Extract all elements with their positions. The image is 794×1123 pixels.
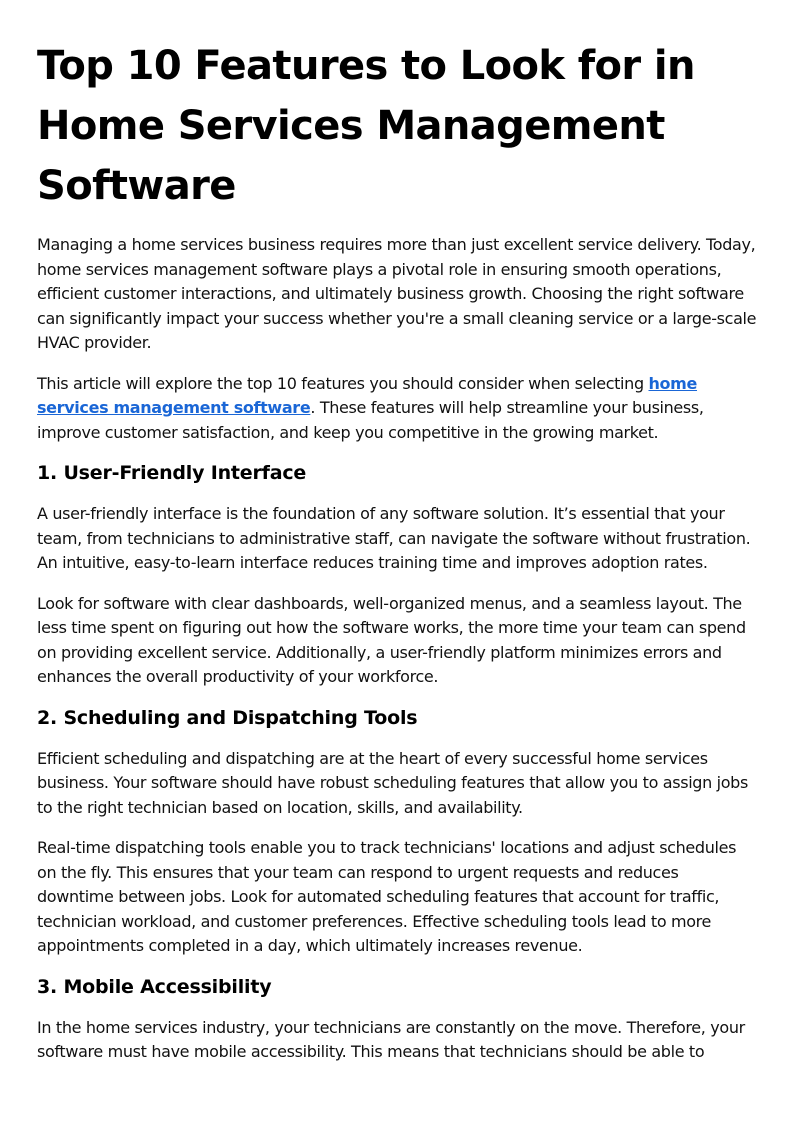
article	[37, 36, 759, 1081]
intro-paragraph-with-link	[37, 372, 759, 446]
section-heading-user-friendly: 1. User-Friendly Interface	[37, 462, 307, 484]
intro-text-after-link: . These features will help streamline your business, improve customer satisfaction, and keep you competitive in the growing market.	[37, 398, 704, 442]
section-heading-mobile: 3. Mobile Accessibility	[37, 975, 272, 998]
section-heading-scheduling: 2. Scheduling and Dispatching Tools	[37, 706, 418, 729]
intro-text-before-link: This article will explore the top 10 features you should consider when selecting	[37, 373, 649, 393]
section-paragraph: Look for software with clear dashboards, well-organized menus, and a seamless layout. The less time spent on figuring out how the software works, the more time your team can spend on providing excellent service. Additionally, a user-friendly platform minimizes errors and enhances the overall productivity of your workforce.	[37, 593, 746, 686]
home-services-software-link[interactable]: home services management software	[37, 373, 698, 417]
intro-paragraph: Managing a home services business requires more than just excellent service delivery. Today, home services management software plays a pivotal role in ensuring smooth operations, efficient customer interactions, and ultimately business growth. Choosing the right software can significantly impact your success whether you're a small cleaning service or a large-scale HVAC provider.	[37, 235, 757, 352]
section-paragraph: In the home services industry, your technicians are constantly on the move. Therefore, your software must have mobile accessibility. This means that technicians should be able to	[37, 1017, 745, 1061]
section-paragraph: Efficient scheduling and dispatching are at the heart of every successful home services business. Your software should have robust scheduling features that allow you to assign jobs to the right technician based on location, skills, and availability.	[37, 748, 748, 817]
section-paragraph: Real-time dispatching tools enable you to track technicians' locations and adjust schedules on the fly. This ensures that your team can respond to urgent requests and reduces downtime between jobs. Look for automated scheduling features that account for traffic, technician workload, and customer preferences. Effective scheduling tools lead to more appointments completed in a day, which ultimately increases revenue.	[37, 838, 737, 955]
section-paragraph: A user-friendly interface is the foundation of any software solution. It’s essential that your team, from technicians to administrative staff, can navigate the software without frustration. An intuitive, easy-to-learn interface reduces training time and improves adoption rates.	[37, 504, 751, 572]
page-title: Top 10 Features to Look for in Home Services Management Software	[37, 43, 695, 209]
